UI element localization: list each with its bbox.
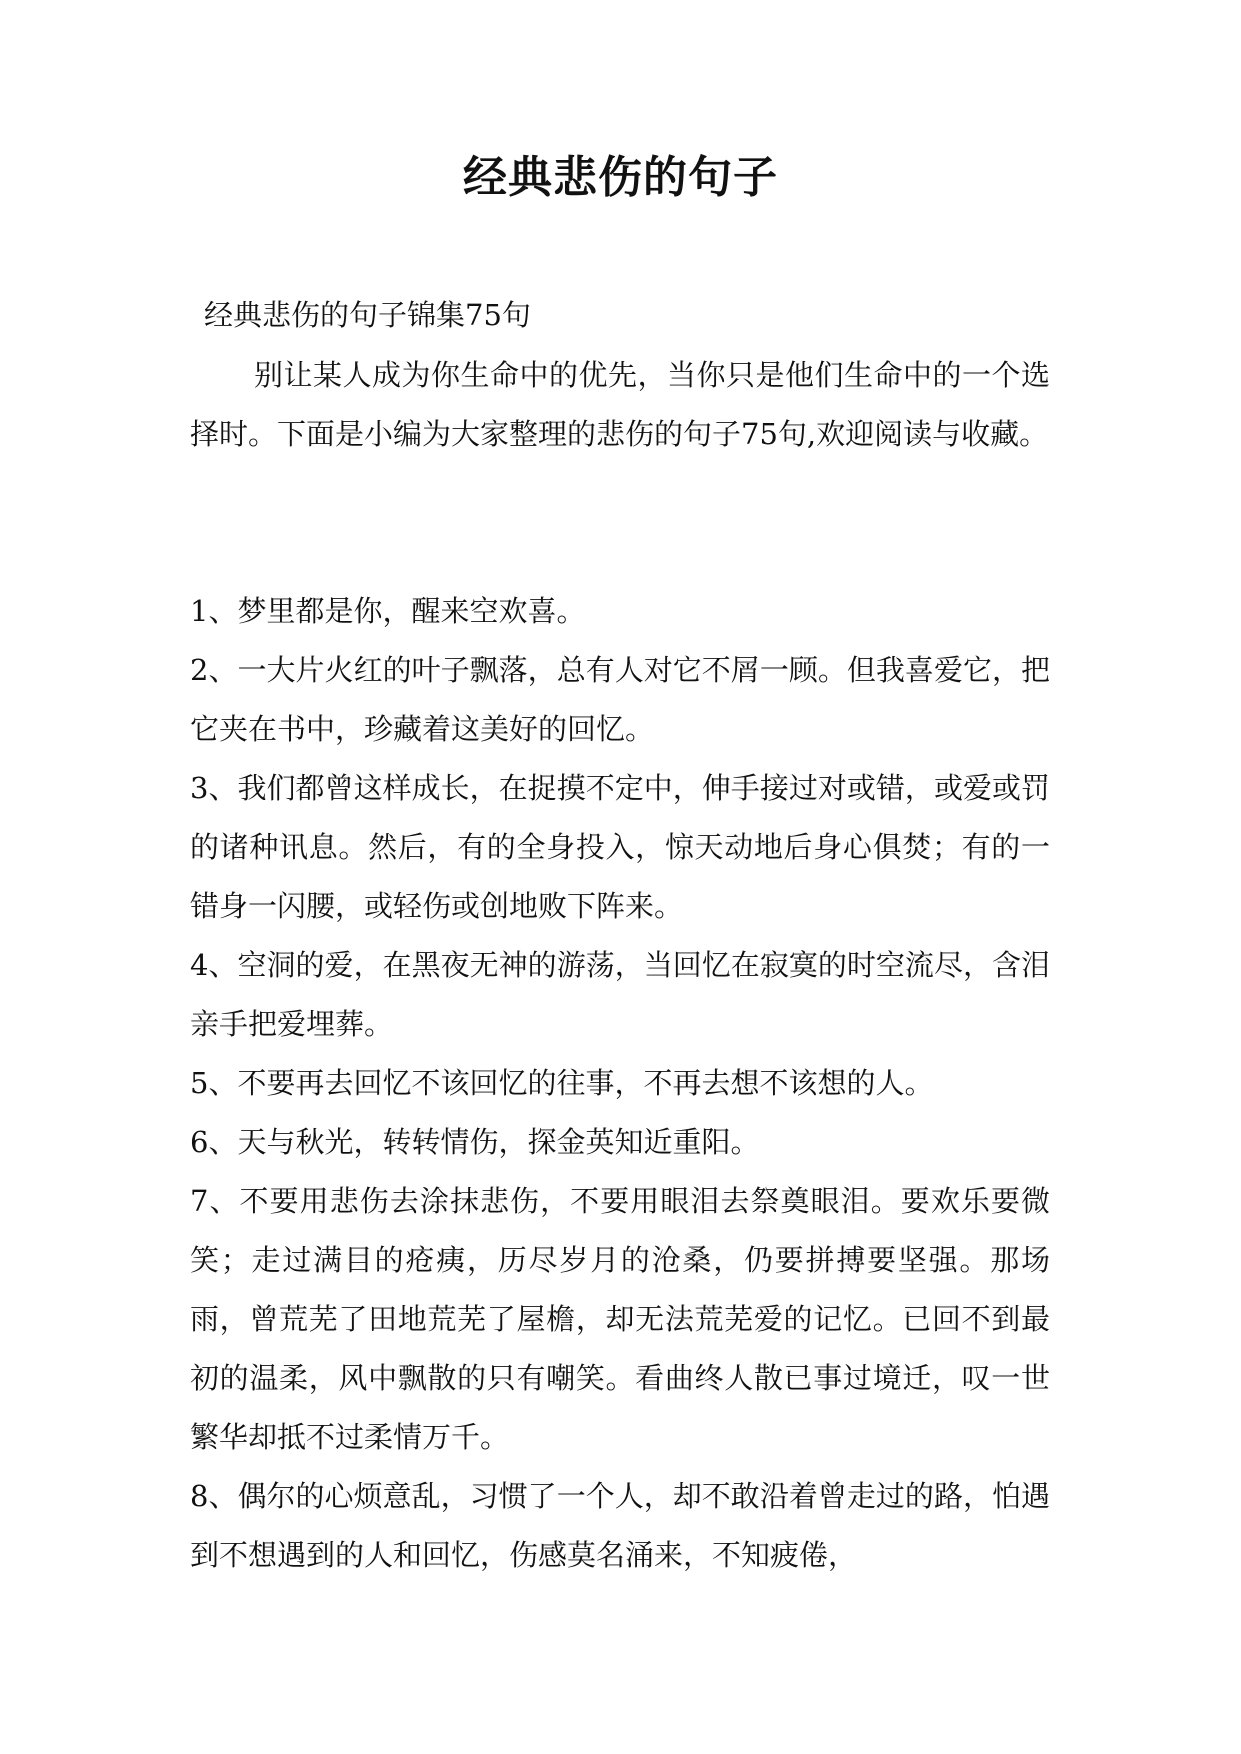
entry-list xyxy=(190,582,1050,1585)
list-item: 1、梦里都是你，醒来空欢喜。 xyxy=(190,594,586,628)
list-item: 6、天与秋光，转转情伤，探金英知近重阳。 xyxy=(190,1125,760,1159)
list-item: 7、不要用悲伤去涂抹悲伤，不要用眼泪去祭奠眼泪。要欢乐要微笑；走过满目的疮痍，历尽岁月的沧桑，仍要拼搏要坚强。那场雨，曾荒芜了田地荒芜了屋檐，却无法荒芜爱的记忆。已回不到最初的温柔，风中飘散的只有嘲笑。看曲终人散已事过境迁，叹一世繁华却抵不过柔情万千。 xyxy=(190,1184,1050,1454)
list-item: 2、一大片火红的叶子飘落，总有人对它不屑一顾。但我喜爱它，把它夹在书中，珍藏着这美好的回忆。 xyxy=(190,653,1050,746)
list-item: 4、空洞的爱，在黑夜无神的游荡，当回忆在寂寞的时空流尽，含泪亲手把爱埋葬。 xyxy=(190,948,1050,1041)
list-item: 8、偶尔的心烦意乱，习惯了一个人，却不敢沿着曾走过的路，怕遇到不想遇到的人和回忆，伤感莫名涌来，不知疲倦， xyxy=(190,1479,1050,1572)
list-item: 3、我们都曾这样成长，在捉摸不定中，伸手接过对或错，或爱或罚的诸种讯息。然后，有的全身投入，惊天动地后身心俱焚；有的一错身一闪腰，或轻伤或创地败下阵来。 xyxy=(190,771,1050,923)
document-title: 经典悲伤的句子 xyxy=(463,152,778,203)
document-subtitle: 经典悲伤的句子锦集75句 xyxy=(204,298,531,332)
list-item: 5、不要再去回忆不该回忆的往事，不再去想不该想的人。 xyxy=(190,1066,934,1100)
intro-paragraph: 别让某人成为你生命中的优先，当你只是他们生命中的一个选择时。下面是小编为大家整理的悲伤的句子75句,欢迎阅读与收藏。 xyxy=(190,358,1050,451)
